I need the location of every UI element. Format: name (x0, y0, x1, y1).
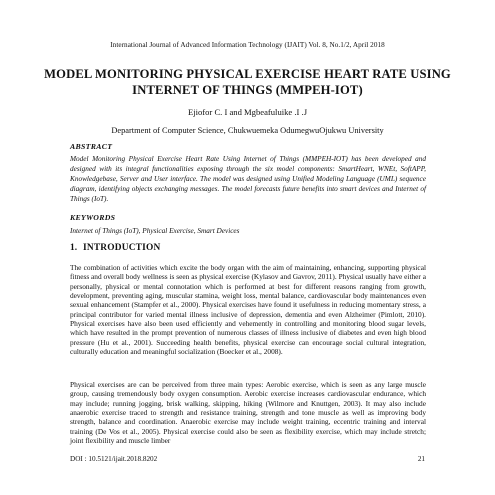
section-heading-introduction (70, 243, 160, 253)
abstract-heading: ABSTRACT (70, 142, 113, 151)
paper-title: MODEL MONITORING PHYSICAL EXERCISE HEART RATE USING INTERNET OF THINGS (MMPEH-IOT) (44, 67, 451, 97)
abstract-text: Model Monitoring Physical Exercise Heart Rate Using Internet of Things (MMPEH-IOT) has been developed and designed with its integral functionalities exposing through the six model components: SmartHeart, WNEt, SoftAPP, Knowledgebase, Server and User interface. The model was designed using Unified Modeling Language (UML) sequence diagram, identifying objects exchanging messages. The model forecasts future benefits into smart devices and Internet of Things (IoT). (70, 155, 426, 203)
paper-authors: Ejiofor C. I and Mgbeafuluike .I .J (187, 107, 308, 117)
intro-paragraph-2: Physical exercises are can be perceived from three main types: Aerobic exercise, which is seen as any large muscle group, causing tremendously body oxygen consumption. Aerobic exercise increases cardiovascular endurance, which may include; running jogging, brisk walking, skipping, hiking (Wilmore and Knuttgen, 2003). It may also include anaerobic exercise traced to strength and resistance training, strength and tone muscle as well as improving body strength, balance and coordination. Anaerobic exercise may include weight training, eccentric training and interval training (De Vos et al., 2005). Physical exercise could also be seen as flexibility exercise, which may include stretch; joint flexibility and muscle limber (70, 380, 426, 446)
author-affiliation: Department of Computer Science, Chukwuemeka OdumegwuOjukwu University (111, 126, 384, 135)
journal-header: International Journal of Advanced Information Technology (IJAIT) Vol. 8, No.1/2, April 2018 (110, 41, 385, 49)
footer-doi: DOI : 10.5121/ijait.2018.8202 (70, 455, 158, 463)
keywords-heading: KEYWORDS (70, 213, 116, 222)
section-title: INTRODUCTION (83, 243, 161, 253)
page-number: 21 (417, 455, 425, 463)
keywords-text: Internet of Things (IoT), Physical Exercise, Smart Devices (70, 227, 240, 235)
intro-paragraph-1: The combination of activities which excite the body organ with the aim of maintaining, enhancing, supporting physical fitness and overall body wellness is seen as physical exercise (Kylasov and Gavrov, 2011). Physical usually have either a personally, physical or mental connotation which is performed at best for different reasons ranging from growth, development, preventing aging, muscular stamina, weight loss, mental balance, cardiovascular body maintenances even sexual enhancement (Stampfer et al., 2000). Physical exercises have found it usefulness in reducing momentary stress, a principal contributor for varied mental illness inclusive of depression, dementia and even Alzheimer (Pimlott, 2010). Physical exercises have also been used efficiently and vehemently in controlling and monitoring blood sugar levels, which have resulted in the prompt prevention of numerous classes of illness inclusive of diabetes and even high blood pressure (Hu et al., 2001). Succeeding health benefits, physical exercise can encourage social cultural integration, culturally education and meaningful socialization (Boecker et al., 2008). (70, 263, 426, 357)
section-number: 1. (70, 243, 78, 253)
